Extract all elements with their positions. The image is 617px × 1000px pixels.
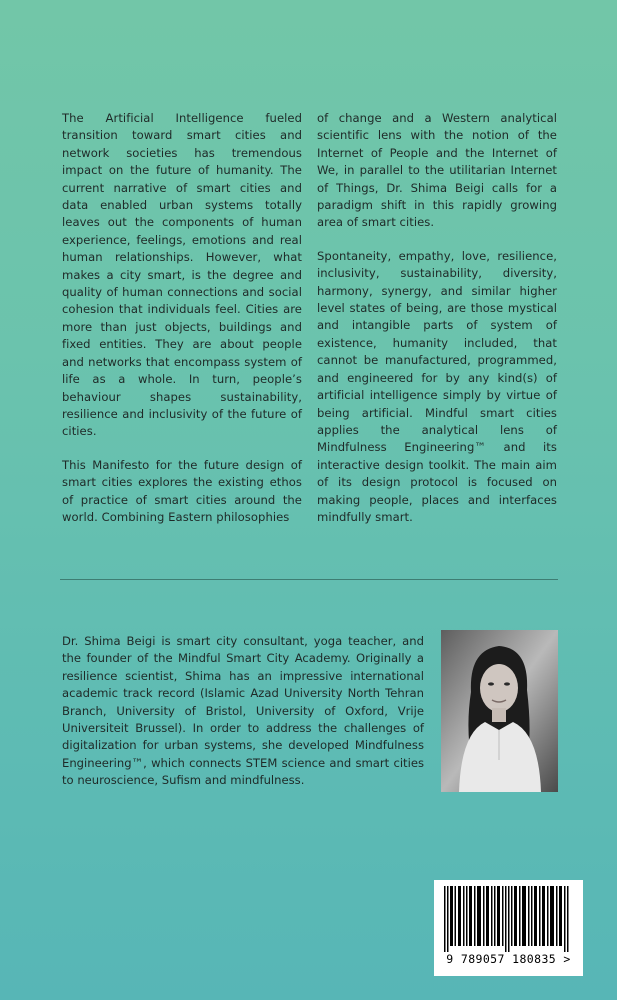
author-bio: Dr. Shima Beigi is smart city consultant, yoga teacher, and the founder of the Mindful Smart City Academy. Originally a resilience scientist, Shima has an impressive international academic track record (Islamic Azad University North Tehran Branch, University of Bristol, University of Oxford, Vrije Universiteit Brussel). In order to address the challenges of digitalization for urban systems, she developed Mindfulness Engineering™, which connects STEM science and smart cities to neuroscience, Sufism and mindfulness. bbox=[62, 634, 424, 788]
blurb-paragraph: This Manifesto for the future design of smart cities explores the existing ethos of practice of smart cities around the world. Combining Eastern philosophies bbox=[62, 457, 302, 524]
barcode bbox=[434, 880, 583, 976]
blurb-left-column bbox=[62, 110, 302, 542]
barcode-bars bbox=[442, 886, 575, 952]
author-photo bbox=[441, 630, 558, 792]
blurb-paragraph: of change and a Western analytical scientific lens with the notion of the Internet of People and the Internet of We, in parallel to the utilitarian Internet of Things, Dr. Shima Beigi calls for a paradigm shift in this rapidly growing area of smart cities. bbox=[317, 111, 557, 230]
blurb-paragraph: Spontaneity, empathy, love, resilience, inclusivity, sustainability, diversity, harmony, synergy, and similar higher level states of being, are those mystical and intangible parts of system of existence, humanity included, that cannot be manufactured, programmed, and engineered for by any kind(s) of artificial intelligence simply by virtue of being artificial. Mindful smart cities applies the analytical lens of Mindfulness Engineering™ and its interactive design toolkit. The main aim of its design protocol is focused on making people, places and interfaces mindfully smart. bbox=[317, 248, 557, 524]
author-portrait-image bbox=[441, 630, 558, 792]
blurb-paragraph: The Artificial Intelligence fueled transition toward smart cities and network societies has tremendous impact on the future of humanity. The current narrative of smart cities and data enabled urban systems totally leaves out the components of human experience, feelings, emotions and real human relationships. However, what makes a city smart, is the degree and quality of human connections and social cohesion that individuals feel. Cities are more than just objects, buildings and fixed entities. They are about people and networks that encompass system of life as a whole. In turn, people’s behaviour shapes sustainability, resilience and inclusivity of the future of cities. bbox=[62, 111, 302, 439]
section-divider bbox=[60, 579, 558, 580]
isbn-number: 9 789057 180835 > bbox=[446, 952, 571, 966]
blurb-right-column bbox=[317, 110, 557, 542]
